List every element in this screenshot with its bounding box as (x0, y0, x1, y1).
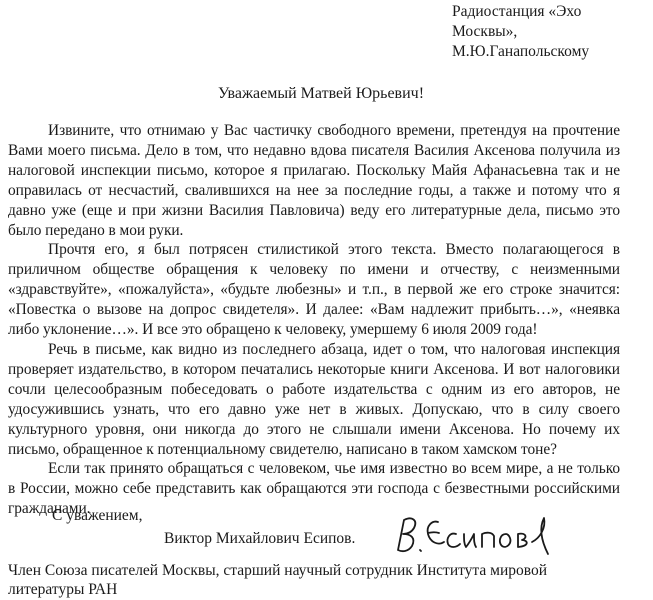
letter-body (8, 121, 620, 519)
salutation: Уважаемый Матвей Юрьевич! (218, 85, 425, 102)
addressee-line-3: М.Ю.Ганапольскому (452, 43, 590, 60)
credentials-line-1: Член Союза писателей Москвы, старший научный сотрудник Института мировой (8, 562, 548, 579)
paragraph-4: Если так принято обращаться с человеком, чье имя известно во всем мире, а не только в России, можно себе представить как обращаются эти господа с безвестными российскими гражданами. (8, 460, 620, 518)
paragraph-3: Речь в письме, как видно из последнего абзаца, идет о том, что налоговая инспекция проверяет издательство, в котором печатались некоторые книги Аксенова. И вот налоговики сочли целесообразным побеседовать о работе издательства с одним из его авторов, не удосужившись узнать, что его давно уже нет в живых. Допускаю, что в силу своего культурного уровня, они никогда до этого не слышали имени Аксенова. Но почему их письмо, обращенное к потенциальному свидетелю, написано в таком хамском тоне? (8, 340, 620, 458)
credentials-line-2: литературы РАН (8, 581, 118, 598)
addressee-line-2: Москвы», (452, 23, 518, 40)
signer-name: Виктор Михайлович Есипов. (164, 530, 356, 547)
addressee-block (452, 2, 589, 62)
paragraph-1: Извините, что отнимаю у Вас частичку свободного времени, претендуя на прочтение Вами моего письма. Дело в том, что недавно вдова писателя Василия Аксенова получила из налоговой инспекции письмо, которое я прилагаю. Поскольку Майя Афанасьевна так и не оправилась от несчастий, свалившихся на нее за последние годы, а также и потому что я давно уже (еще и при жизни Василия Павловича) веду его литературные дела, письмо это было передано в мои руки. (8, 122, 620, 239)
addressee-line-1: Радиостанция «Эхо (452, 3, 582, 20)
paragraph-2: Прочтя его, я был потрясен стилистикой этого текста. Вместо полагающегося в приличном обществе обращения к человеку по имени и отчеству, с неизменными «здравствуйте», «пожалуйста», «будьте любезны» и т.п., в первой же его строке значится: «Повестка о вызове на допрос свидетеля». И далее: «Вам надлежит прибыть…», «неявка либо уклонение…». И все это обращено к человеку, умершему 6 июля 2009 года! (8, 241, 620, 339)
author-credentials (8, 561, 608, 599)
closing: С уважением, (52, 507, 143, 524)
handwritten-signature (394, 512, 556, 556)
